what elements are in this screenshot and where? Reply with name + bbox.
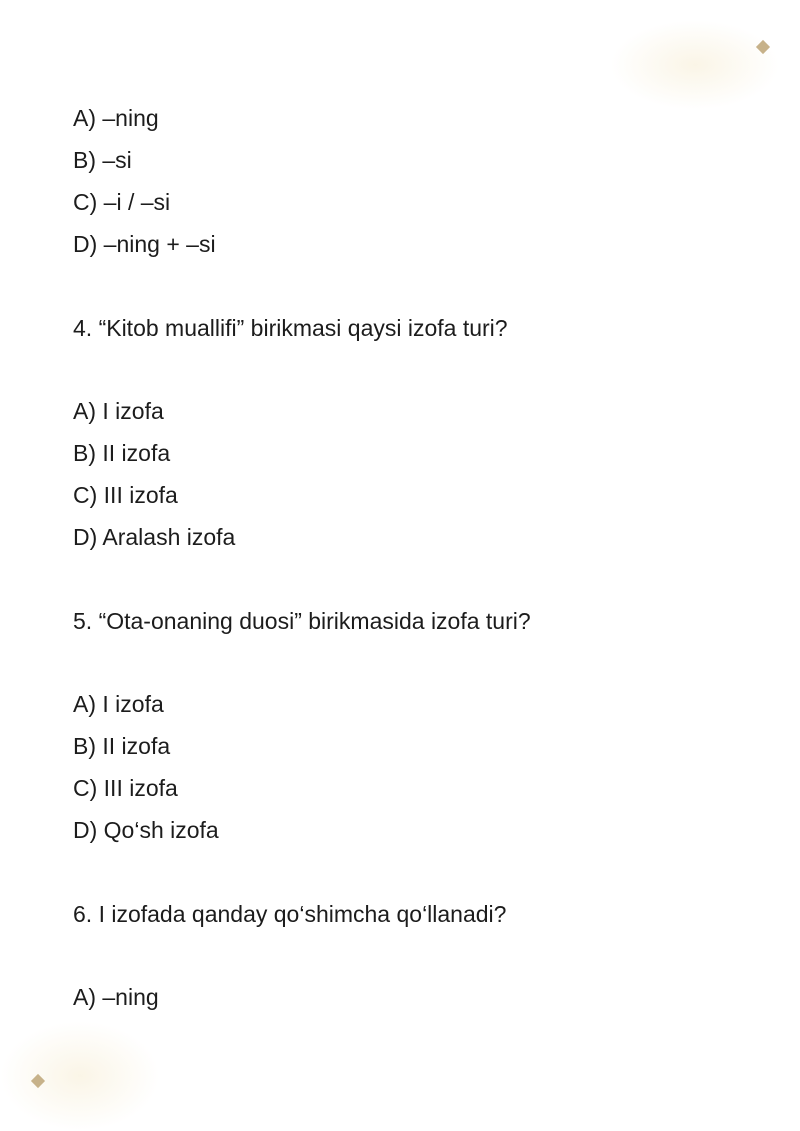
answer-option: B) II izofa [73,733,171,759]
question-text: 5. “Ota-onaning duosi” birikmasida izofa turi? [73,608,531,634]
question-text: 6. I izofada qanday qo‘shimcha qo‘llanadi? [73,901,507,927]
answer-option: C) III izofa [73,482,178,508]
answer-option: B) II izofa [73,440,171,466]
question-text: 4. “Kitob muallifi” birikmasi qaysi izofa turi? [73,315,508,341]
answer-option: C) –i / –si [73,189,171,215]
answer-option: A) I izofa [73,691,164,717]
decorative-glow-top [610,20,780,110]
answer-option: A) –ning [73,984,159,1010]
answer-option: D) Aralash izofa [73,524,236,550]
answer-option: B) –si [73,147,132,173]
answer-option: D) Qo‘sh izofa [73,817,219,843]
answer-option: D) –ning + –si [73,231,216,257]
answer-option: A) I izofa [73,398,164,424]
answer-option: C) III izofa [73,775,178,801]
decorative-glow-bottom [0,1021,160,1131]
answer-option: A) –ning [73,105,159,131]
